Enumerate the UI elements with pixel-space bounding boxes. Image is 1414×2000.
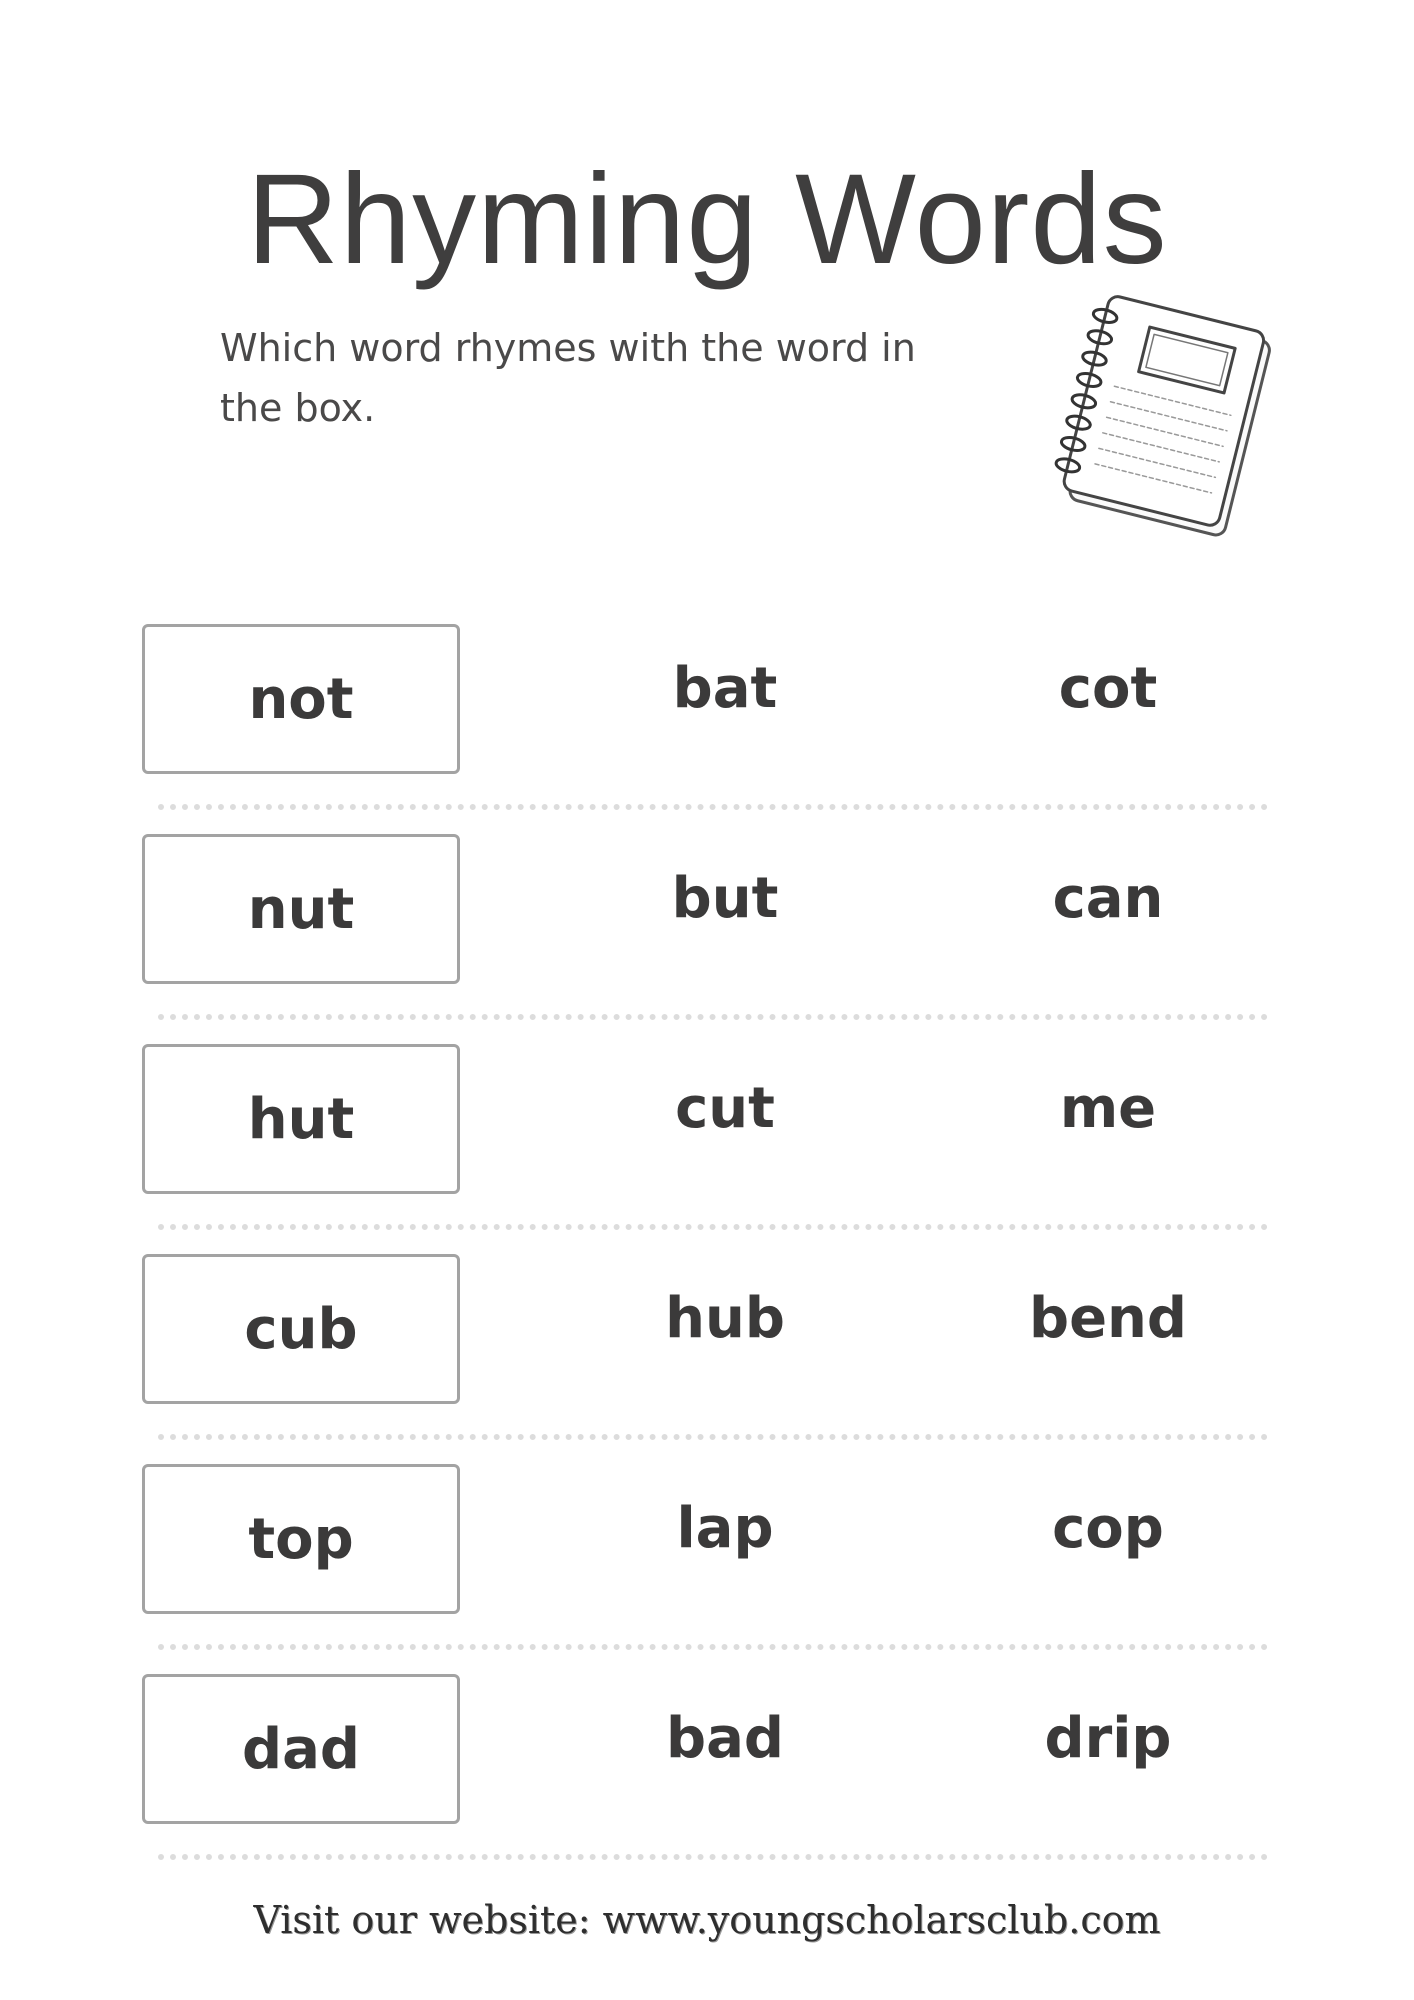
rhyme-row (0, 1464, 1414, 1624)
target-word-box (142, 624, 460, 774)
option-word[interactable]: bend (1028, 1286, 1188, 1351)
target-word-box (142, 1044, 460, 1194)
page-title: Rhyming Words (246, 148, 1168, 291)
target-word: top (248, 1507, 354, 1572)
instructions-text: Which word rhymes with the word in the box. (220, 326, 916, 430)
target-word: nut (247, 877, 355, 942)
website-footer: Visit our website: www.youngscholarsclub.com (253, 1898, 1161, 1942)
rhyme-row (0, 624, 1414, 784)
rhyme-row (0, 1044, 1414, 1204)
target-word-box (142, 1254, 460, 1404)
option-word[interactable]: lap (676, 1496, 774, 1561)
dotted-divider (158, 1434, 1268, 1440)
target-word: not (248, 667, 354, 732)
option-word[interactable]: hub (665, 1286, 785, 1351)
spiral-notebook-icon (1030, 280, 1290, 540)
dotted-divider (158, 1224, 1268, 1230)
target-word: hut (247, 1087, 355, 1152)
option-word[interactable]: but (671, 866, 779, 931)
target-word-box (142, 1674, 460, 1824)
rhyme-row (0, 1254, 1414, 1414)
target-word-box (142, 834, 460, 984)
dotted-divider (158, 1644, 1268, 1650)
rhyme-row (0, 834, 1414, 994)
target-word: dad (242, 1717, 360, 1782)
option-word[interactable]: can (1052, 866, 1164, 931)
option-word[interactable]: bad (666, 1706, 784, 1771)
option-word[interactable]: cop (1052, 1496, 1164, 1561)
option-word[interactable]: bat (672, 656, 778, 721)
rhyme-row (0, 1674, 1414, 1834)
dotted-divider (158, 1014, 1268, 1020)
dotted-divider (158, 1854, 1268, 1860)
target-word: cub (244, 1297, 358, 1362)
option-word[interactable]: cut (675, 1076, 775, 1141)
option-word[interactable]: cot (1058, 656, 1158, 721)
target-word-box (142, 1464, 460, 1614)
option-word[interactable]: drip (1044, 1706, 1172, 1771)
option-word[interactable]: me (1059, 1076, 1157, 1141)
dotted-divider (158, 804, 1268, 810)
